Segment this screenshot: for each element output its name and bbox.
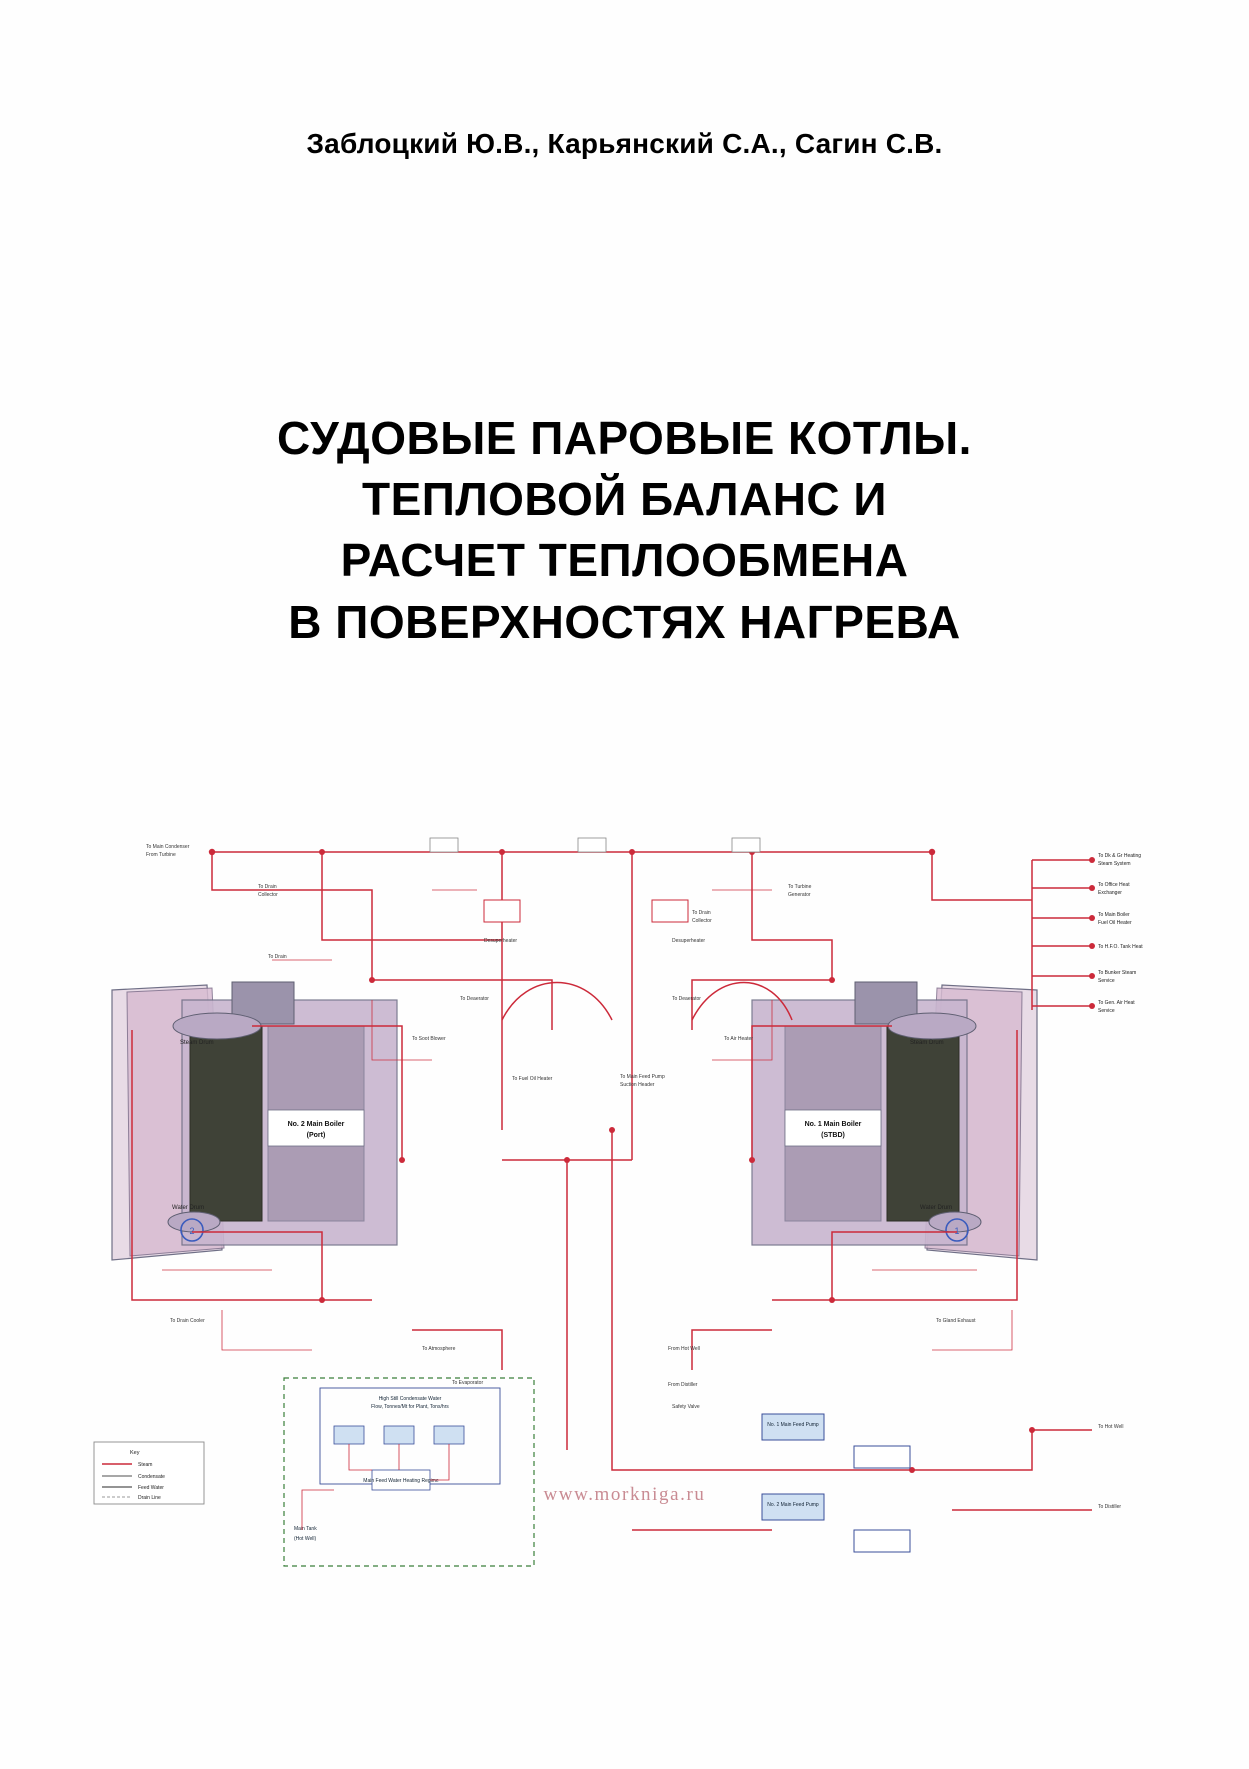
node-19 [319, 1297, 325, 1303]
node-9 [1089, 915, 1095, 921]
label-to-evaporator: To Evaporator [452, 1380, 484, 1386]
label-to-deaerator: To Deaerator [460, 996, 489, 1002]
title-line-3: РАСЧЕТ ТЕПЛООБМЕНА [340, 534, 909, 587]
port-boiler-index: 2 [189, 1226, 195, 1236]
service-label-1b: Steam System [1098, 861, 1131, 867]
valve-block-1 [854, 1446, 910, 1468]
site-watermark: www.morkniga.ru [543, 1484, 706, 1505]
diagram-canvas [72, 830, 1177, 1590]
label-to-distiller: To Distiller [1098, 1504, 1122, 1510]
node-8 [1089, 885, 1095, 891]
node-10 [1089, 943, 1095, 949]
legend-box [94, 1442, 204, 1504]
service-labels [1098, 853, 1143, 1014]
stbd-boiler-tube-bank-a [887, 1026, 959, 1221]
aux-line-8 [222, 1310, 312, 1350]
label-to-drain-collector: To Drain [258, 884, 277, 890]
port-boiler-assembly [112, 982, 397, 1260]
port-boiler-caption-box [268, 1110, 364, 1146]
node-14 [829, 977, 835, 983]
inset-box-b [384, 1426, 414, 1444]
port-boiler-caption-2: (Port) [306, 1132, 326, 1139]
feed-pump-label-2: No. 2 Main Feed Pump [767, 1502, 819, 1508]
legend-label-drain: Drain Line [138, 1495, 161, 1501]
inset-line-4 [302, 1490, 334, 1530]
stbd-boiler-index: 1 [954, 1226, 960, 1236]
service-label-2: To Office Heat [1098, 882, 1130, 888]
label-to-air-heater: To Air Heater [724, 1036, 753, 1042]
equipment-box-1 [484, 900, 520, 922]
port-water-drum-label: Water Drum [172, 1205, 205, 1211]
inset-box-a [334, 1426, 364, 1444]
pipe-right-branch-1 [752, 852, 832, 980]
inset-title-2: Flow, Tonnes/Mt for Plant, Tons/hrs [371, 1404, 449, 1410]
label-to-main-condenser: To Main Condenser [146, 844, 190, 850]
label-to-deaerator-2: To Deaerator [672, 996, 701, 1002]
label-to-soot-blower: To Soot Blower [412, 1036, 446, 1042]
node-2 [319, 849, 325, 855]
label-to-drain-2: To Drain [268, 954, 287, 960]
legend-label-feed: Feed Water [138, 1485, 164, 1491]
equipment-box-4 [578, 838, 606, 852]
pipe-left-branch-2 [322, 852, 502, 940]
node-11 [1089, 973, 1095, 979]
service-label-1: To Dk & Gr Heating [1098, 853, 1142, 859]
stbd-boiler-assembly [752, 982, 1037, 1260]
node-1 [209, 849, 215, 855]
label-to-turbine: To Turbine [788, 884, 812, 890]
node-22 [1029, 1427, 1035, 1433]
port-steam-drum-label: Steam Drum [180, 1040, 214, 1046]
node-15 [564, 1157, 570, 1163]
label-to-drain-collector-2: Collector [258, 892, 278, 898]
equipment-box-3 [430, 838, 458, 852]
node-4 [629, 849, 635, 855]
inset-diagram [284, 1378, 534, 1566]
port-steam-drum [173, 1013, 261, 1039]
service-label-2b: Exchanger [1098, 890, 1122, 896]
service-label-6: To Gen. Air Heat [1098, 1000, 1135, 1006]
service-label-3: To Main Boiler [1098, 912, 1130, 918]
aux-line-9 [932, 1310, 1012, 1350]
port-boiler-tube-bank-a [190, 1026, 262, 1221]
valve-block-2 [854, 1530, 910, 1552]
title-line-2: ТЕПЛОВОЙ БАЛАНС И [362, 473, 887, 526]
label-safety-valve: Safety Valve [672, 1404, 700, 1410]
inset-note-1: Main Tank [294, 1526, 317, 1532]
equipment-box-2 [652, 900, 688, 922]
stbd-boiler-caption-box [785, 1110, 881, 1146]
inset-title-1: High Still Condensate Water [378, 1396, 442, 1402]
label-from-distiller: From Distiller [668, 1382, 698, 1388]
label-from-turbine: From Turbine [146, 852, 176, 858]
node-7 [1089, 857, 1095, 863]
service-label-5b: Service [1098, 978, 1115, 984]
stbd-steam-drum [888, 1013, 976, 1039]
book-title [0, 408, 1249, 653]
feed-pump-label-1: No. 1 Main Feed Pump [767, 1422, 819, 1428]
inset-line-1 [349, 1444, 372, 1470]
label-to-main-feed-pump-2: Suction Header [620, 1082, 655, 1088]
port-boiler-caption-1: No. 2 Main Boiler [287, 1121, 345, 1128]
label-desuperheater: Desuperheater [484, 938, 518, 944]
loop-left [502, 983, 612, 1021]
title-line-4: В ПОВЕРХНОСТЯХ НАГРЕВА [288, 595, 961, 648]
label-to-fuel-oil-heater: To Fuel Oil Heater [512, 1076, 553, 1082]
label-to-drain-3: To Drain [692, 910, 711, 916]
to-hot-well-line [912, 1430, 1092, 1470]
stbd-steam-drum-label: Steam Drum [910, 1040, 944, 1046]
node-16 [609, 1127, 615, 1133]
inset-note-2: (Hot Well) [294, 1536, 317, 1542]
label-from-hot-well: From Hot Well [668, 1346, 700, 1352]
service-label-4: To H.F.O. Tank Heat [1098, 944, 1143, 950]
pipe-left-branch-1 [212, 852, 372, 980]
label-to-main-feed-pump: To Main Feed Pump [620, 1074, 665, 1080]
inset-box-c [434, 1426, 464, 1444]
inset-line-3 [430, 1444, 449, 1480]
service-label-6b: Service [1098, 1008, 1115, 1014]
node-6 [929, 849, 935, 855]
pipe-desuperheater-left [372, 980, 552, 1030]
node-3 [499, 849, 505, 855]
authors-line: Заблоцкий Ю.В., Карьянский С.А., Сагин С.В. [306, 128, 943, 159]
title-line-1: СУДОВЫЕ ПАРОВЫЕ КОТЛЫ. [277, 412, 972, 464]
service-label-3b: Fuel Oil Heater [1098, 920, 1132, 926]
node-18 [749, 1157, 755, 1163]
stbd-boiler-caption-1: No. 1 Main Boiler [804, 1121, 862, 1128]
service-label-5: To Bunker Steam [1098, 970, 1137, 976]
node-13 [369, 977, 375, 983]
legend-title: Key [130, 1450, 140, 1456]
node-12 [1089, 1003, 1095, 1009]
legend-label-steam: Steam [138, 1462, 153, 1468]
drain-right [692, 1330, 772, 1370]
label-desuperheater-2: Desuperheater [672, 938, 706, 944]
label-to-drain-cooler: To Drain Cooler [170, 1318, 205, 1324]
pipe-to-services-riser [932, 852, 1032, 900]
equipment-box-5 [732, 838, 760, 852]
boiler-system-diagram [72, 830, 1177, 1590]
label-to-turbine-2: Generator [788, 892, 811, 898]
node-20 [829, 1297, 835, 1303]
stbd-boiler-caption-2: (STBD) [821, 1132, 845, 1139]
node-17 [399, 1157, 405, 1163]
label-to-atmosphere: To Atmosphere [422, 1346, 456, 1352]
legend-label-condensate: Condensate [138, 1474, 165, 1480]
label-to-hot-well: To Hot Well [1098, 1424, 1124, 1430]
stbd-water-drum-label: Water Drum [920, 1205, 953, 1211]
label-to-drain-3b: Collector [692, 918, 712, 924]
label-to-gland-exhaust: To Gland Exhaust [936, 1318, 976, 1324]
inset-subtitle: Main Feed Water Heating Regime [363, 1478, 439, 1484]
